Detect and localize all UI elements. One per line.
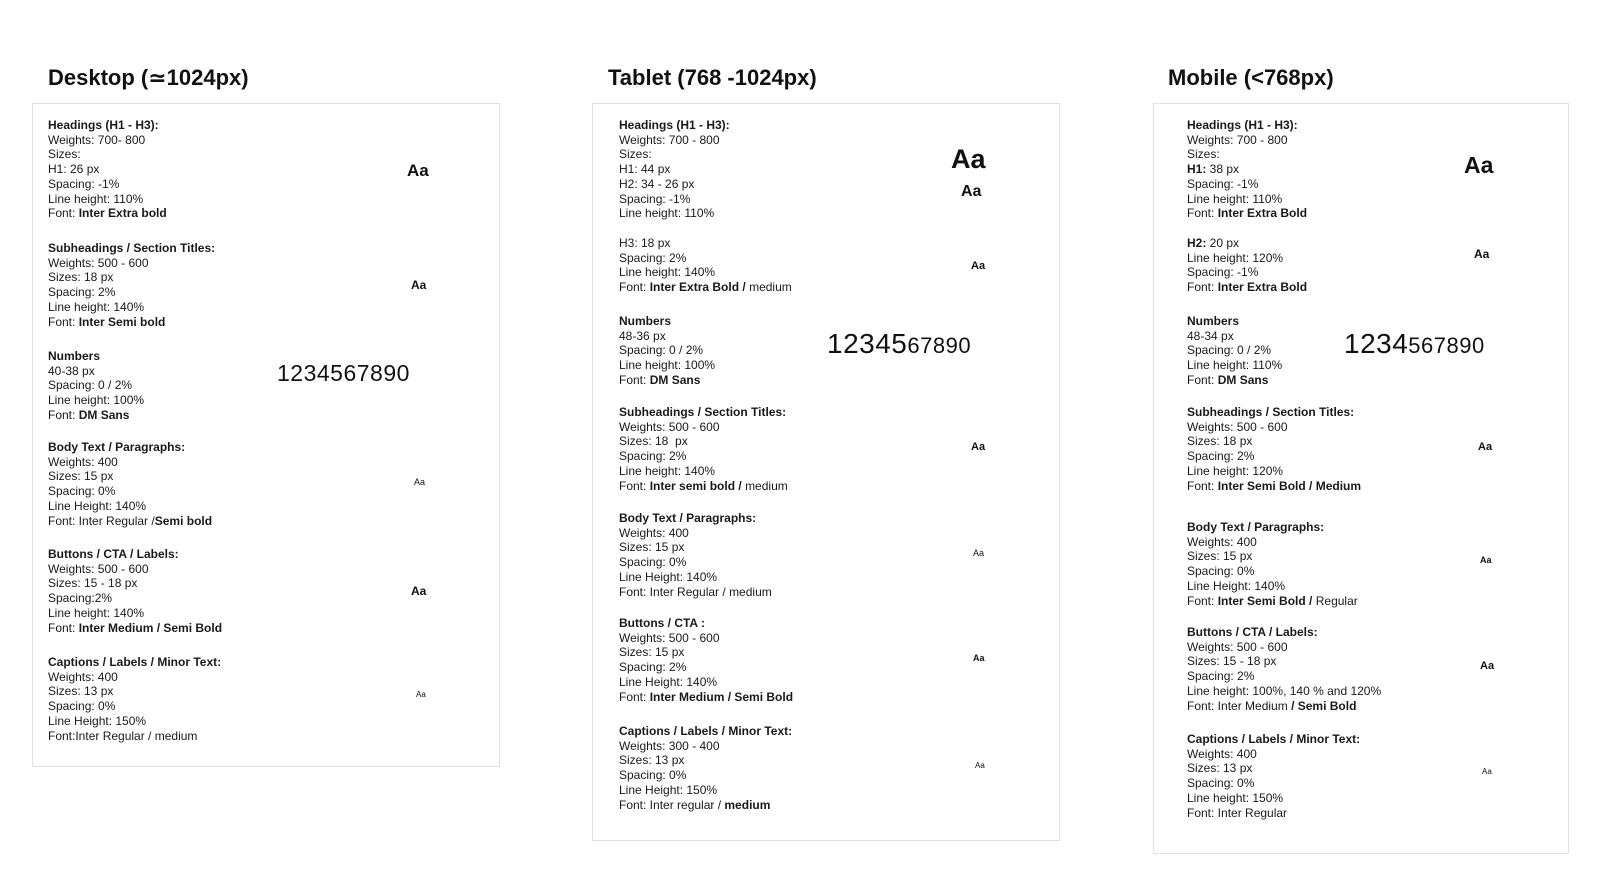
- spec-line: Spacing: 2%: [48, 285, 116, 300]
- spec-line: Sizes: 13 px: [48, 684, 114, 699]
- tablet-title: Tablet (768 -1024px): [608, 65, 817, 90]
- font-line: Font: DM Sans: [1187, 372, 1269, 387]
- spec-line: 48-34 px: [1187, 328, 1234, 343]
- spec-line: Sizes: 18 px: [1187, 434, 1253, 449]
- font-line: Font: Inter Extra Bold / medium: [619, 280, 792, 295]
- section-heading: Captions / Labels / Minor Text:: [1187, 732, 1361, 746]
- caption-specimen: Aa: [416, 690, 426, 699]
- font-line: Font: Inter regular / medium: [619, 797, 771, 812]
- spec-line: Spacing: -1%: [1187, 265, 1259, 280]
- font-line: Font: Inter Medium / Semi Bold: [1187, 698, 1357, 713]
- spec-line: Spacing: 2%: [1187, 449, 1255, 464]
- spec-line: Spacing: 0 / 2%: [619, 343, 704, 358]
- spec-line: Sizes: 15 px: [619, 540, 685, 555]
- spec-line: Spacing: 0%: [1187, 776, 1255, 791]
- spec-line: Spacing: 2%: [619, 660, 687, 675]
- spec-line: H1: 44 px: [619, 162, 671, 177]
- spec-line: Spacing: -1%: [48, 176, 120, 191]
- spec-line: Spacing: -1%: [1187, 176, 1259, 191]
- spec-line: Sizes: 15 px: [619, 645, 685, 660]
- font-line: Font: Inter Extra bold: [48, 206, 167, 221]
- spec-line: Spacing: 0%: [1187, 564, 1255, 579]
- font-line: Font: Inter Semi Bold / Medium: [1187, 478, 1362, 493]
- section-heading: Headings (H1 - H3):: [619, 118, 730, 132]
- tablet-captions-spec: [619, 724, 919, 812]
- spec-line: Line Height: 140%: [1187, 578, 1286, 593]
- section-heading: Subheadings / Section Titles:: [48, 241, 216, 255]
- tablet-headings-spec: [619, 118, 919, 221]
- spec-line: Sizes: 13 px: [1187, 761, 1253, 776]
- spec-line: Spacing: 0%: [619, 555, 687, 570]
- font-line: Font: Inter semi bold / medium: [619, 478, 788, 493]
- spec-line: Weights: 500 - 600: [48, 255, 149, 270]
- spec-line: Weights: 700- 800: [48, 132, 146, 147]
- desktop-card: [32, 103, 500, 767]
- spec-line: Sizes: 15 px: [1187, 549, 1253, 564]
- spec-line: Weights: 400: [619, 525, 689, 540]
- section-heading: Numbers: [1187, 314, 1240, 328]
- spec-line: Sizes:: [1187, 147, 1220, 162]
- body-specimen: Aa: [973, 548, 985, 558]
- spec-line: Sizes:: [619, 147, 652, 162]
- h2-specimen: Aa: [1474, 247, 1490, 261]
- numbers-specimen: [1344, 330, 1485, 358]
- font-line: Font: Inter Regular / medium: [619, 584, 772, 599]
- section-heading: Numbers: [619, 314, 672, 328]
- spec-line: Weights: 500 - 600: [619, 630, 720, 645]
- font-line: Font:Inter Regular / medium: [48, 728, 198, 743]
- mobile-captions-spec: [1187, 732, 1487, 820]
- tablet-subheadings-spec: [619, 405, 919, 493]
- section-heading: Captions / Labels / Minor Text:: [48, 655, 222, 669]
- numbers-specimen-large: 1234: [1344, 328, 1409, 359]
- spec-line: Line height: 110%: [1187, 358, 1283, 373]
- spec-line: Sizes: 18 px: [619, 434, 688, 449]
- spec-line: Weights: 500 - 600: [619, 419, 720, 434]
- section-heading: Buttons / CTA / Labels:: [48, 547, 179, 561]
- spec-line: Sizes: 15 - 18 px: [1187, 654, 1277, 669]
- font-line: Font: Inter Semi Bold / Regular: [1187, 593, 1358, 608]
- spec-line: Line Height: 150%: [619, 782, 718, 797]
- section-heading: Subheadings / Section Titles:: [1187, 405, 1355, 419]
- spec-line: Weights: 700 - 800: [619, 132, 720, 147]
- heading-specimen: Aa: [407, 161, 429, 180]
- spec-line: Weights: 700 - 800: [1187, 132, 1288, 147]
- mobile-h2-spec: [1187, 236, 1490, 295]
- section-heading: Captions / Labels / Minor Text:: [619, 724, 793, 738]
- spec-line: Spacing: 0 / 2%: [48, 378, 133, 393]
- section-heading: Buttons / CTA / Labels:: [1187, 625, 1318, 639]
- spec-line: H2: 20 px: [1187, 236, 1240, 250]
- font-line: Font: DM Sans: [619, 372, 701, 387]
- spec-line: 40-38 px: [48, 363, 95, 378]
- mobile-headings-spec: [1187, 118, 1487, 221]
- spec-line: Spacing: 0 / 2%: [1187, 343, 1272, 358]
- numbers-specimen-small: 67890: [907, 333, 972, 358]
- h3-specimen: Aa: [971, 260, 986, 272]
- spec-line: Spacing: 0%: [619, 768, 687, 783]
- tablet-h3-spec: [619, 236, 919, 295]
- spec-line: H3: 18 px: [619, 236, 671, 250]
- desktop-buttons-spec: [48, 547, 348, 635]
- spec-line: Line Height: 140%: [48, 498, 147, 513]
- section-heading: Headings (H1 - H3):: [48, 118, 159, 132]
- spec-line: Sizes: 15 - 18 px: [48, 576, 138, 591]
- spec-line: Line height: 100%: [48, 393, 145, 408]
- spec-line: Weights: 300 - 400: [619, 738, 720, 753]
- desktop-title: Desktop (≃1024px): [48, 65, 249, 90]
- section-heading: Buttons / CTA :: [619, 616, 705, 630]
- spec-line: Sizes: 13 px: [619, 753, 685, 768]
- spec-line: Weights: 400: [1187, 534, 1257, 549]
- tablet-card: [592, 103, 1060, 841]
- numbers-specimen: 1234567890: [277, 360, 410, 386]
- spec-line: Line height: 110%: [1187, 191, 1283, 206]
- font-line: Font: Inter Semi bold: [48, 314, 166, 329]
- spec-line: Sizes: 18 px: [48, 270, 114, 285]
- desktop-captions-spec: [48, 655, 348, 743]
- tablet-buttons-spec: [619, 616, 919, 704]
- section-heading: Subheadings / Section Titles:: [619, 405, 787, 419]
- spec-line: Line height: 120%: [1187, 250, 1284, 265]
- spec-line: Line Height: 140%: [619, 674, 718, 689]
- spec-line: Spacing: -1%: [619, 191, 691, 206]
- spec-line: Line height: 140%: [48, 299, 145, 314]
- buttons-specimen: Aa: [1480, 660, 1495, 672]
- mobile-subheadings-spec: [1187, 405, 1487, 493]
- spec-line: Line height: 100%, 140 % and 120%: [1187, 683, 1382, 698]
- mobile-buttons-spec: [1187, 625, 1487, 713]
- spec-line: Spacing: 0%: [48, 484, 116, 499]
- desktop-body-spec: [48, 440, 348, 528]
- font-line: Font: Inter Regular /Semi bold: [48, 513, 213, 528]
- h2-specimen: Aa: [961, 183, 982, 200]
- section-heading: Body Text / Paragraphs:: [48, 440, 186, 454]
- spec-line: H2: 34 - 26 px: [619, 176, 695, 191]
- body-specimen: Aa: [1480, 555, 1492, 565]
- section-heading: Numbers: [48, 349, 101, 363]
- numbers-specimen: [827, 330, 971, 358]
- desktop-headings-spec: [48, 118, 348, 221]
- spec-line: Line height: 120%: [1187, 463, 1284, 478]
- spec-line: Line Height: 150%: [48, 713, 147, 728]
- spec-line: H1: 26 px: [48, 162, 100, 177]
- spec-line: Line height: 110%: [48, 191, 144, 206]
- spec-line: Weights: 500 - 600: [1187, 639, 1288, 654]
- mobile-title: Mobile (<768px): [1168, 65, 1334, 90]
- spec-line: Line height: 110%: [619, 206, 715, 221]
- caption-specimen: Aa: [975, 761, 985, 770]
- body-specimen: Aa: [414, 477, 426, 487]
- buttons-specimen: Aa: [411, 584, 427, 598]
- buttons-specimen: Aa: [973, 653, 985, 663]
- subheading-specimen: Aa: [1478, 441, 1493, 453]
- spec-line: H1: 38 px: [1187, 162, 1240, 177]
- spec-line: Weights: 400: [48, 669, 118, 684]
- section-heading: Body Text / Paragraphs:: [619, 511, 757, 525]
- spec-line: Spacing:2%: [48, 591, 113, 606]
- mobile-card: [1153, 103, 1569, 854]
- spec-line: Spacing: 2%: [619, 250, 687, 265]
- spec-line: Weights: 400: [1187, 746, 1257, 761]
- desktop-subheadings-spec: [48, 241, 348, 329]
- font-line: Font: Inter Extra Bold: [1187, 206, 1308, 221]
- caption-specimen: Aa: [1482, 767, 1492, 776]
- h1-specimen: Aa: [951, 144, 986, 174]
- spec-line: Line height: 150%: [1187, 790, 1284, 805]
- font-line: Font: Inter Medium / Semi Bold: [48, 620, 223, 635]
- spec-line: Line Height: 140%: [619, 569, 718, 584]
- font-line: Font: Inter Medium / Semi Bold: [619, 689, 794, 704]
- h1-specimen: Aa: [1464, 152, 1494, 178]
- spec-line: Sizes: 15 px: [48, 469, 114, 484]
- font-line: Font: DM Sans: [48, 407, 130, 422]
- spec-line: Line height: 140%: [619, 463, 716, 478]
- spec-line: Line height: 140%: [48, 605, 145, 620]
- spec-line: Spacing: 2%: [1187, 669, 1255, 684]
- section-heading: Headings (H1 - H3):: [1187, 118, 1298, 132]
- spec-line: Line height: 100%: [619, 358, 716, 373]
- subheading-specimen: Aa: [971, 441, 986, 453]
- spec-line: Weights: 500 - 600: [48, 561, 149, 576]
- font-line: Font: Inter Regular: [1187, 805, 1288, 820]
- numbers-specimen-small: 567890: [1408, 333, 1485, 358]
- tablet-body-spec: [619, 511, 919, 599]
- mobile-body-spec: [1187, 520, 1487, 608]
- spec-line: Spacing: 2%: [619, 449, 687, 464]
- font-line: Font: Inter Extra Bold: [1187, 280, 1308, 295]
- subheading-specimen: Aa: [411, 278, 427, 292]
- spec-line: Line height: 140%: [619, 265, 716, 280]
- spec-line: Sizes:: [48, 147, 81, 162]
- spec-line: Spacing: 0%: [48, 699, 116, 714]
- spec-line: Weights: 400: [48, 454, 118, 469]
- numbers-specimen-large: 12345: [827, 328, 908, 359]
- spec-line: Weights: 500 - 600: [1187, 419, 1288, 434]
- spec-line: 48-36 px: [619, 328, 666, 343]
- section-heading: Body Text / Paragraphs:: [1187, 520, 1325, 534]
